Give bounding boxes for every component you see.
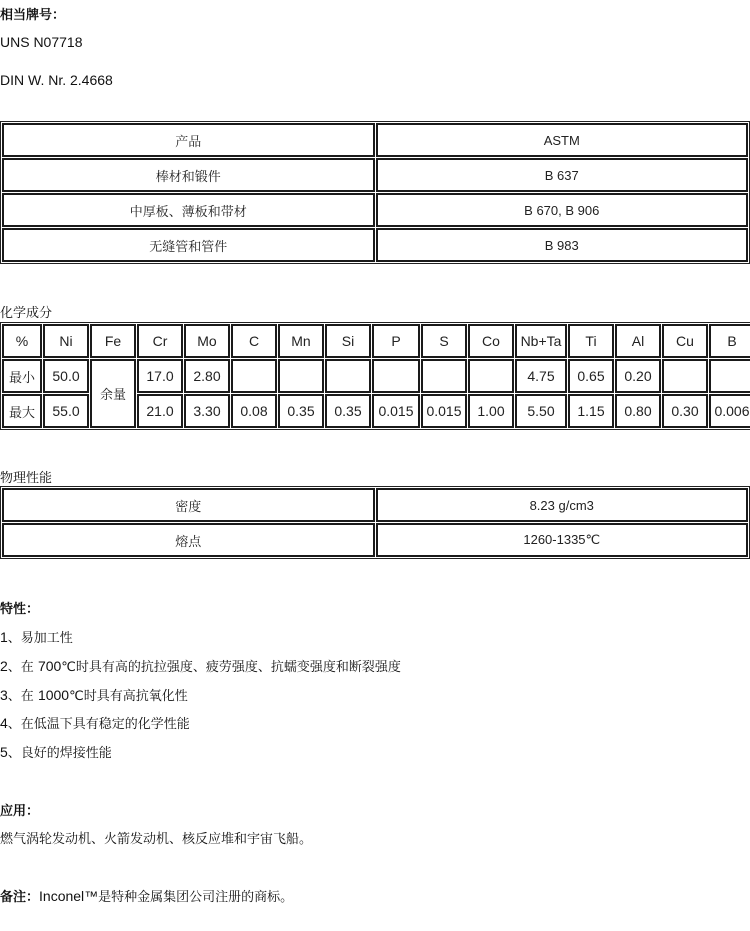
property-name: 密度 <box>2 488 375 522</box>
feature-number: 2 <box>0 658 8 674</box>
feature-text: 、易加工性 <box>7 631 73 646</box>
column-header: P <box>372 324 420 358</box>
table-row <box>2 523 748 557</box>
cr-min: 17.0 <box>137 359 183 393</box>
product-cell: 棒材和锻件 <box>2 158 375 192</box>
nbta-min: 4.75 <box>515 359 567 393</box>
column-header: Ti <box>568 324 614 358</box>
column-header: C <box>231 324 277 358</box>
feature-item <box>0 713 190 732</box>
b-max: 0.006 <box>709 394 750 428</box>
property-value: 1260-1335℃ <box>376 523 749 557</box>
ni-max: 55.0 <box>43 394 89 428</box>
physical-properties-heading: 物理性能 <box>0 471 53 486</box>
table-row <box>2 488 748 522</box>
mo-min: 2.80 <box>184 359 230 393</box>
feature-number: 4 <box>0 715 8 731</box>
column-header: Mn <box>278 324 324 358</box>
s-min <box>421 359 467 393</box>
feature-item <box>0 685 188 704</box>
cu-min <box>662 359 708 393</box>
column-header: Cu <box>662 324 708 358</box>
applications-text: 燃气涡轮发动机、火箭发动机、核反应堆和宇宙飞船。 <box>0 832 313 847</box>
astm-cell: B 637 <box>376 158 749 192</box>
property-value: 8.23 g/cm3 <box>376 488 749 522</box>
column-header: S <box>421 324 467 358</box>
feature-number: 1 <box>0 629 8 645</box>
product-cell: 中厚板、薄板和带材 <box>2 193 375 227</box>
note-label: 备注： <box>0 890 40 905</box>
chemical-composition-table <box>0 322 750 430</box>
feature-text: ℃时具有高的抗拉强度、疲劳强度、抗蠕变强度和断裂强度 <box>61 660 401 675</box>
features-heading: 特性： <box>0 602 40 617</box>
co-max: 1.00 <box>468 394 514 428</box>
feature-text: 、在 <box>7 689 38 704</box>
chemical-composition-heading: 化学成分 <box>0 306 53 321</box>
column-header: Al <box>615 324 661 358</box>
astm-cell: B 670, B 906 <box>376 193 749 227</box>
c-max: 0.08 <box>231 394 277 428</box>
s-max: 0.015 <box>421 394 467 428</box>
al-min: 0.20 <box>615 359 661 393</box>
column-header: Co <box>468 324 514 358</box>
co-min <box>468 359 514 393</box>
astm-cell: B 983 <box>376 228 749 262</box>
p-min <box>372 359 420 393</box>
table-row <box>2 193 748 227</box>
ti-min: 0.65 <box>568 359 614 393</box>
column-header: Cr <box>137 324 183 358</box>
mn-min <box>278 359 324 393</box>
note-brand: Inconel™ <box>39 888 99 904</box>
column-header: % <box>2 324 42 358</box>
si-max: 0.35 <box>325 394 371 428</box>
uns-grade: UNS N07718 <box>0 34 83 50</box>
din-grade: DIN W. Nr. 2.4668 <box>0 72 113 88</box>
column-header: Si <box>325 324 371 358</box>
product-header: 产品 <box>2 123 375 157</box>
applications-heading: 应用： <box>0 804 40 819</box>
table-row <box>2 158 748 192</box>
feature-item <box>0 742 112 761</box>
mo-max: 3.30 <box>184 394 230 428</box>
column-header: Nb+Ta <box>515 324 567 358</box>
standards-table <box>0 121 750 264</box>
feature-text: ℃时具有高抗氧化性 <box>69 689 188 704</box>
ti-max: 1.15 <box>568 394 614 428</box>
b-min <box>709 359 750 393</box>
feature-temp: 700 <box>37 658 62 674</box>
feature-number: 3 <box>0 687 8 703</box>
nbta-max: 5.50 <box>515 394 567 428</box>
row-label: 最小 <box>2 359 42 393</box>
product-cell: 无缝管和管件 <box>2 228 375 262</box>
table-row <box>2 228 748 262</box>
p-max: 0.015 <box>372 394 420 428</box>
property-name: 熔点 <box>2 523 375 557</box>
feature-text: 、在低温下具有稳定的化学性能 <box>7 717 190 732</box>
feature-text: 、良好的焊接性能 <box>7 746 112 761</box>
feature-number: 5 <box>0 744 8 760</box>
column-header: Mo <box>184 324 230 358</box>
ni-min: 50.0 <box>43 359 89 393</box>
cr-max: 21.0 <box>137 394 183 428</box>
table-header-row <box>2 123 748 157</box>
mn-max: 0.35 <box>278 394 324 428</box>
trademark-note <box>0 886 293 905</box>
table-header-row <box>2 324 750 358</box>
feature-temp: 1000 <box>37 687 70 703</box>
feature-text: 、在 <box>7 660 38 675</box>
column-header: B <box>709 324 750 358</box>
al-max: 0.80 <box>615 394 661 428</box>
c-min <box>231 359 277 393</box>
astm-header: ASTM <box>376 123 749 157</box>
equivalent-grades-heading: 相当牌号： <box>0 8 66 23</box>
cu-max: 0.30 <box>662 394 708 428</box>
si-min <box>325 359 371 393</box>
feature-item <box>0 627 73 646</box>
feature-item <box>0 656 401 675</box>
physical-properties-table <box>0 486 750 559</box>
note-text: 是特种金属集团公司注册的商标。 <box>98 890 294 905</box>
column-header: Ni <box>43 324 89 358</box>
row-label: 最大 <box>2 394 42 428</box>
fe-balance: 余量 <box>90 359 136 428</box>
table-row-min <box>2 359 750 393</box>
column-header: Fe <box>90 324 136 358</box>
